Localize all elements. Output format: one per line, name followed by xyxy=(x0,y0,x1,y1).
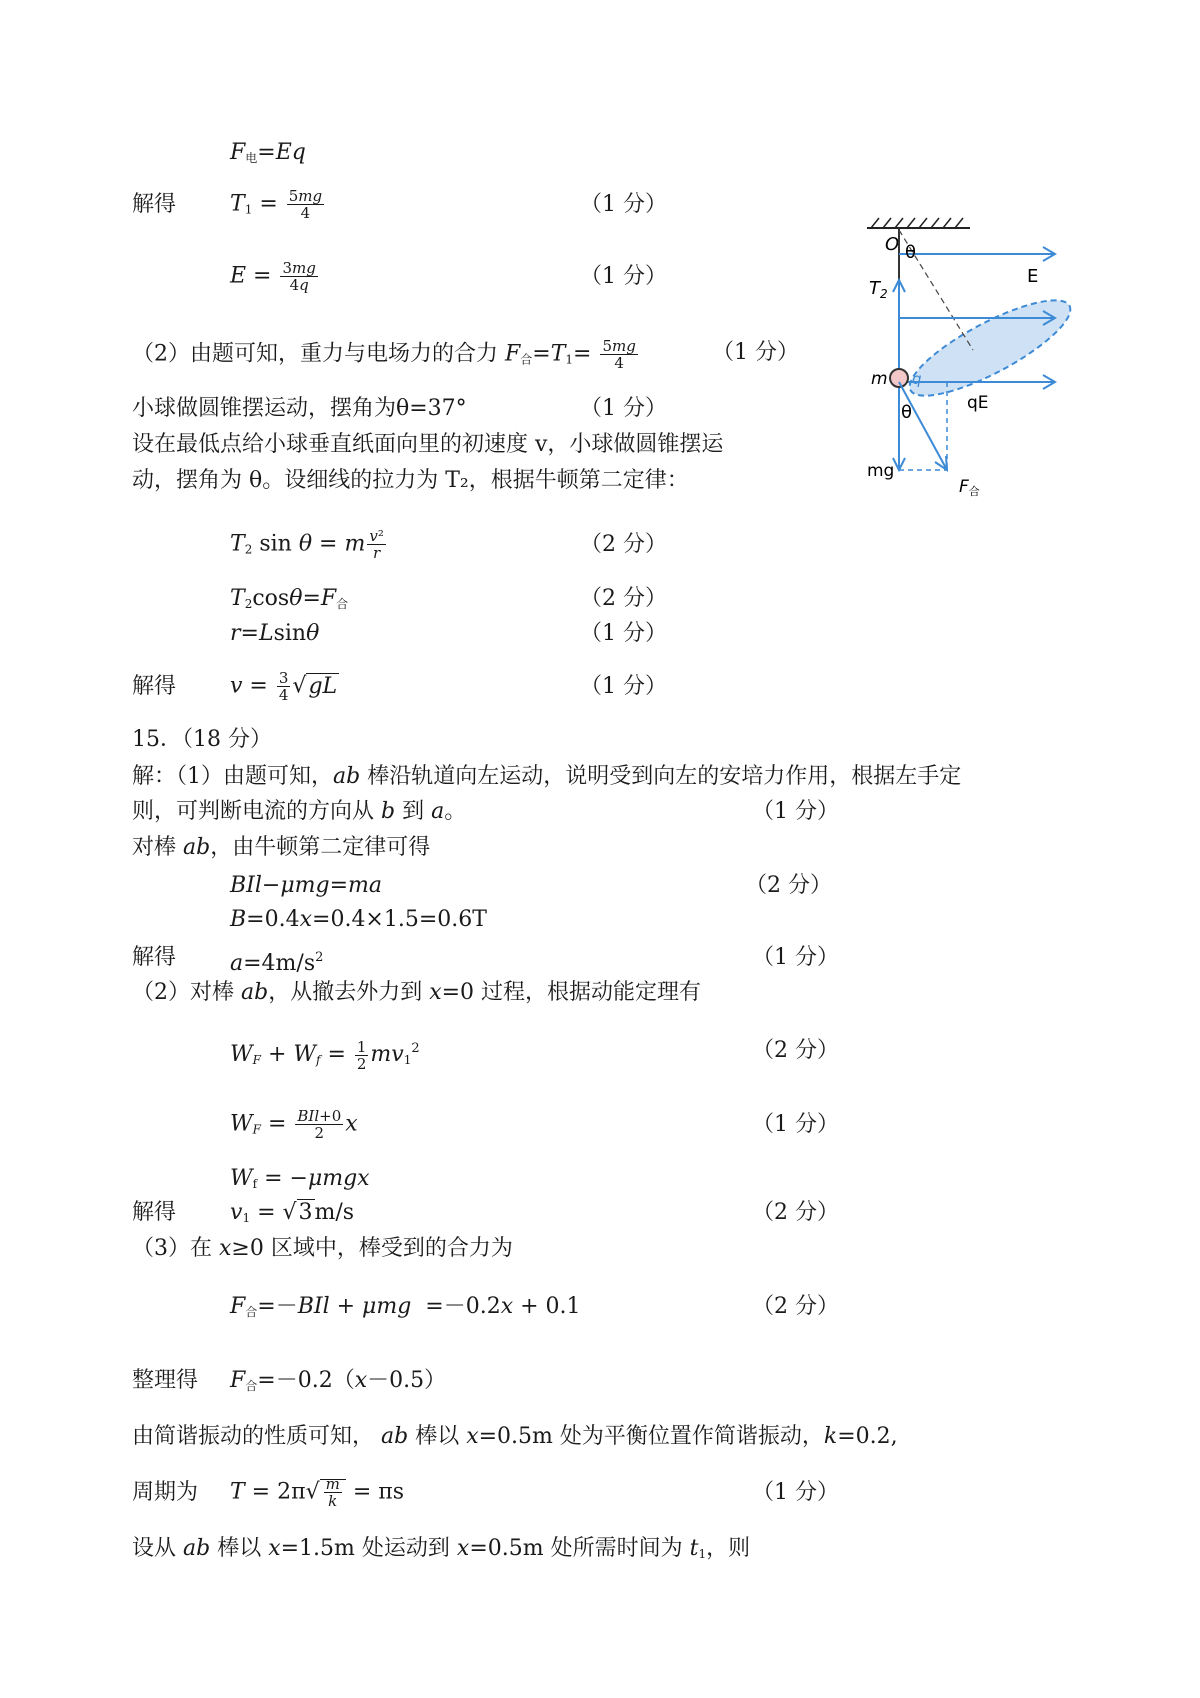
label-e: E xyxy=(1027,266,1039,287)
paragraph-line: 解：（1）由题可知，ab 棒沿轨道向左运动，说明受到向左的安培力作用，根据左手定 xyxy=(132,764,962,789)
paragraph-line: （2）对棒 ab，从撤去外力到 x=0 过程，根据动能定理有 xyxy=(132,980,702,1005)
equation-v1: $v_1 = √3m/s$ xyxy=(230,1200,355,1225)
score: （1 分） xyxy=(712,340,799,365)
equation-net-force: $F_合=-BIl + \mu mg =-0.2x + 0.1$ xyxy=(230,1294,581,1319)
label-mg: mg xyxy=(867,461,895,481)
paragraph-line: 设从 ab 棒以 x=1.5m 处运动到 x=0.5m 处所需时间为 $t_1$，则 xyxy=(132,1536,751,1561)
part2-text: （2）由题可知，重力与电场力的合力 $F_合=T_1=$ $\frac{5mg}{4}$ xyxy=(132,337,636,372)
question-15-heading: 15．（18 分） xyxy=(132,727,272,752)
score: （1 分） xyxy=(752,1480,839,1505)
paragraph-line: 设在最低点给小球垂直纸面向里的初速度 v，小球做圆锥摆运 xyxy=(132,432,724,457)
score: （1 分） xyxy=(752,945,839,970)
label-theta-bottom: θ xyxy=(901,402,913,423)
score: （1 分） xyxy=(752,1112,839,1137)
cone-orbit-ellipse xyxy=(899,284,1081,413)
equation-a: $a=4m/s^2$ xyxy=(230,950,324,976)
score: （2 分） xyxy=(745,873,832,898)
equation-e: E = $\frac{3mg}{4q}$ xyxy=(230,259,316,294)
score: （1 分） xyxy=(580,192,667,217)
equation-work-friction: $W_f = -\mu mgx$ xyxy=(230,1166,370,1191)
ceiling xyxy=(867,218,970,228)
label-o: O xyxy=(885,234,900,255)
pendulum-force-diagram xyxy=(855,200,1095,550)
score: （1 分） xyxy=(580,264,667,289)
score: （1 分） xyxy=(580,674,667,699)
label-jiede: 解得 xyxy=(132,674,177,699)
label-zhengli: 整理得 xyxy=(132,1368,199,1393)
equation-net-force-2: $F_合=-0.2(x-0.5)$ xyxy=(230,1368,447,1393)
score: （2 分） xyxy=(752,1038,839,1063)
label-jiede: 解得 xyxy=(132,945,177,970)
equation-t1: $T_1$ = $\frac{5mg}{4}$ xyxy=(230,187,323,222)
label-m: m xyxy=(871,369,888,389)
gravity-arrow xyxy=(893,388,905,470)
paragraph-line: 对棒 ab，由牛顿第二定律可得 xyxy=(132,835,431,860)
score: （1 分） xyxy=(580,621,667,646)
score: （1 分） xyxy=(752,799,839,824)
score: （1 分） xyxy=(580,396,667,421)
label-f-he: F合 xyxy=(959,477,980,498)
score: （2 分） xyxy=(752,1294,839,1319)
paragraph-line: （3）在 x≥0 区域中，棒受到的合力为 xyxy=(132,1236,513,1261)
label-q: q xyxy=(912,370,922,388)
equation-work: $W_F + W_f$ = $\frac{1}{2}$ $mv_1^2$ xyxy=(230,1037,420,1073)
equation-work-f: $W_F$ = $\frac{\text{BIl+0}}{2}$ x xyxy=(230,1107,358,1142)
ball xyxy=(890,369,908,387)
paragraph-line: 由简谐振动的性质可知， ab 棒以 x=0.5m 处为平衡位置作简谐振动，k=0.2, xyxy=(132,1424,898,1449)
label-t2: $T_2$ xyxy=(869,278,888,301)
equation-f-electric: $F_电=Eq$ xyxy=(230,140,306,165)
equation-bil: BIl−μmg=ma xyxy=(230,873,383,898)
label-qe: qE xyxy=(967,393,989,413)
equation-b: B=0.4x=0.4×1.5=0.6T xyxy=(230,907,487,932)
tension-arrow xyxy=(893,280,905,372)
paragraph-line: 动，摆角为 θ。设细线的拉力为 T₂，根据牛顿第二定律： xyxy=(132,468,689,493)
score: （2 分） xyxy=(580,532,667,557)
score: （2 分） xyxy=(752,1200,839,1225)
equation-r: r=Lsinθ xyxy=(230,621,320,646)
label-jiede: 解得 xyxy=(132,1200,177,1225)
label-jiede: 解得 xyxy=(132,192,177,217)
score: （2 分） xyxy=(580,586,667,611)
paragraph-line: 则，可判断电流的方向从 b 到 a。 xyxy=(132,799,467,824)
equation-v: v = $\frac{3}{4}$ √gL xyxy=(230,669,338,704)
equation-t2-sin: $T_2$ sin θ = m $\frac{\text{v²}}{r}$ xyxy=(230,527,384,562)
cone-text: 小球做圆锥摆运动，摆角为θ=37° xyxy=(132,396,467,421)
label-theta-top: θ xyxy=(905,242,917,263)
equation-period: T = 2π√ $\frac{m}{k}$ = πs xyxy=(230,1475,404,1510)
label-period: 周期为 xyxy=(132,1480,199,1505)
equation-t2-cos: $T_2\cos\theta=F_合$ xyxy=(230,586,349,611)
